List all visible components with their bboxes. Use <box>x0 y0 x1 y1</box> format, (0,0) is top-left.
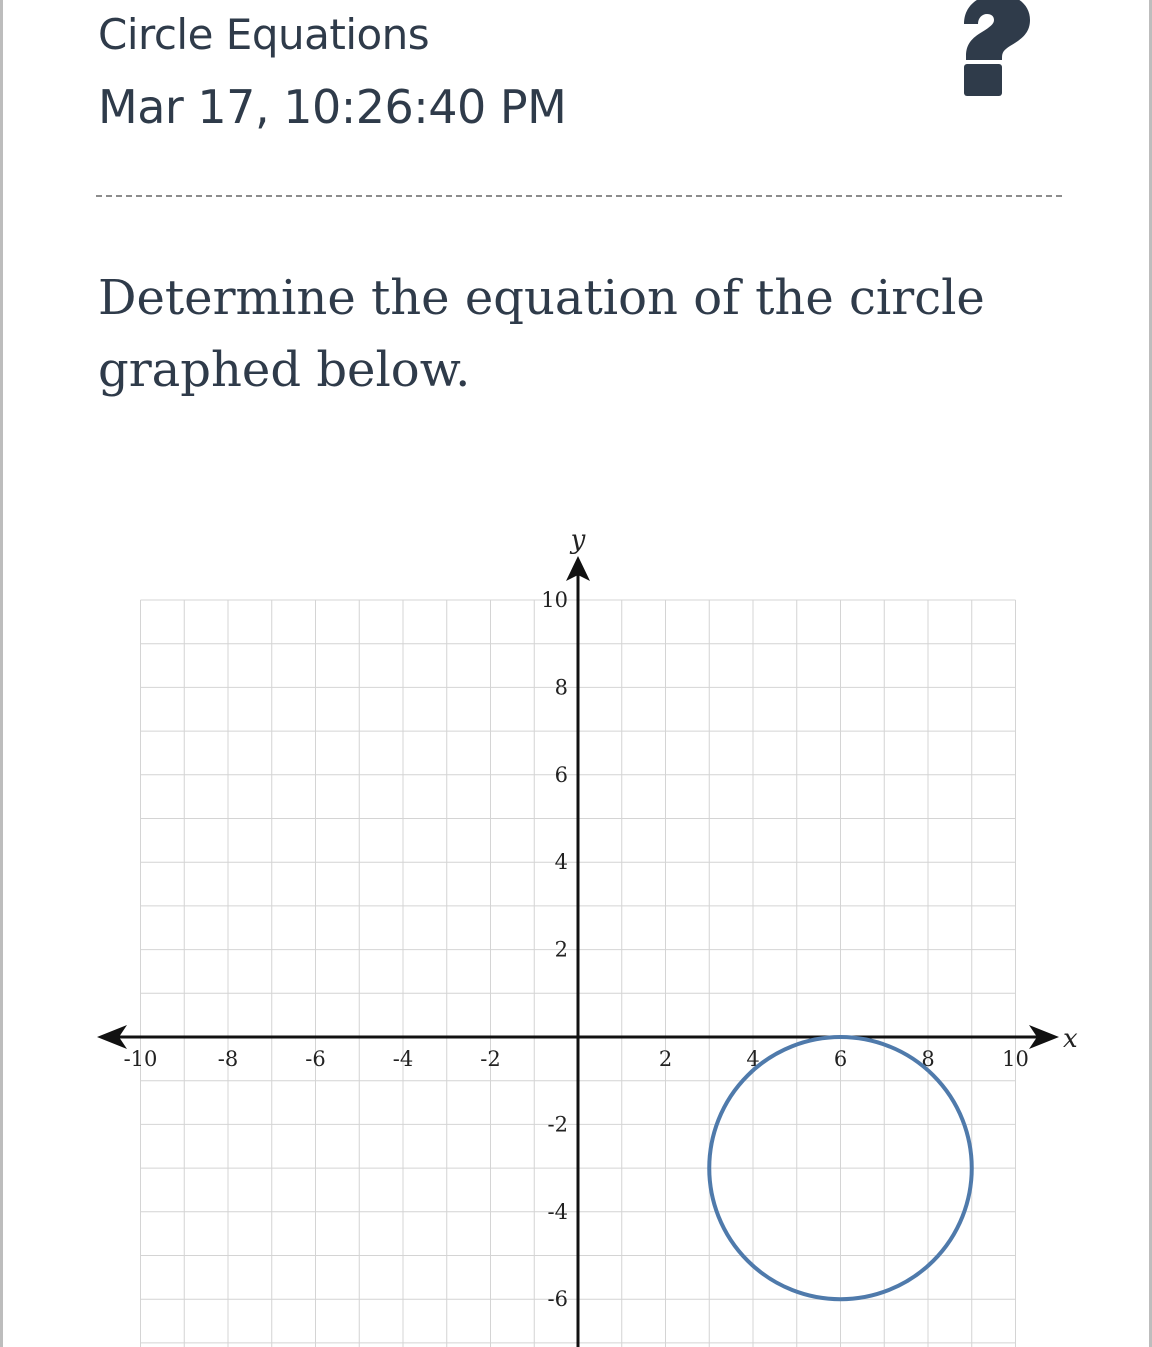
x-tick-label: 6 <box>833 1047 848 1071</box>
x-tick-label: 8 <box>921 1047 935 1071</box>
y-tick-label: 6 <box>554 762 568 787</box>
x-tick-label: -10 <box>123 1047 158 1071</box>
y-tick-label: 4 <box>554 850 568 875</box>
y-tick-label: 2 <box>554 937 568 962</box>
x-tick-label: 4 <box>746 1047 760 1071</box>
x-tick-label: 10 <box>1002 1047 1029 1071</box>
axes <box>97 525 1078 1347</box>
coordinate-graph <box>3 0 1152 1347</box>
timestamp: Mar 17, 10:26:40 PM <box>98 80 567 134</box>
x-tick-label: -2 <box>480 1047 501 1071</box>
x-tick-label: 2 <box>658 1047 673 1071</box>
y-tick-label: -4 <box>547 1199 568 1224</box>
x-tick-label: -8 <box>217 1047 239 1071</box>
x-axis-label: x <box>1063 1024 1078 1054</box>
y-axis-label: y <box>570 525 586 555</box>
y-tick-label: -6 <box>547 1287 568 1312</box>
question-text: Determine the equation of the circle graphed below. <box>98 270 985 398</box>
page-title: Circle Equations <box>98 10 430 59</box>
x-tick-label: -4 <box>392 1047 414 1071</box>
x-tick-label: -6 <box>305 1047 326 1071</box>
y-tick-label: -2 <box>547 1112 568 1137</box>
y-tick-label: 10 <box>541 588 568 612</box>
y-tick-label: 8 <box>554 675 568 700</box>
